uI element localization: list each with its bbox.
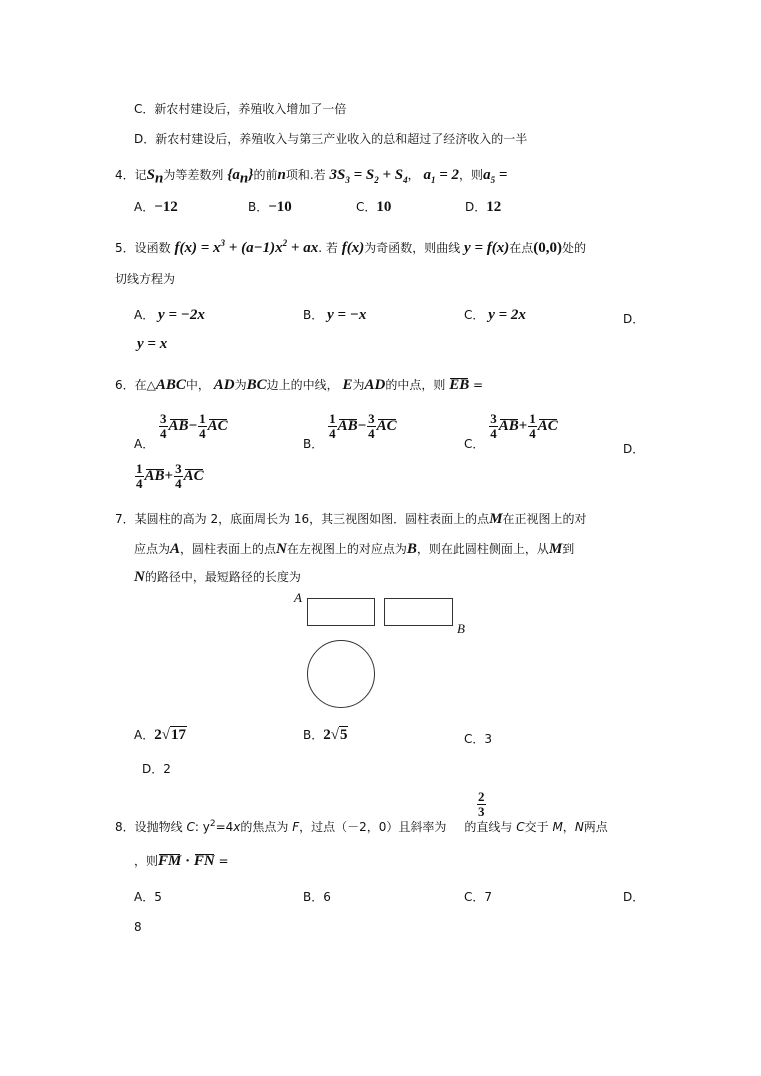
q8-option-d-value: 8 <box>134 920 142 934</box>
q5-option-a: A． y = −2x <box>134 307 205 323</box>
q5-option-d-label: D． <box>623 312 645 326</box>
q6-option-c: C． $\frac{3}{4}$ AB+ $\frac{1}{4}$ AC <box>464 411 558 451</box>
q8-option-b: B．6 <box>303 890 331 904</box>
q7-stem-line2: 应点为A，圆柱表面上的点N在左视图上的对应点为B，则在此圆柱侧面上，从M到 <box>134 541 575 557</box>
q4-option-c: C．10 <box>356 199 392 215</box>
figure-label-a: A <box>294 590 302 605</box>
q7-option-c: C．3 <box>464 732 493 746</box>
q6-option-d-label: D． <box>623 442 645 456</box>
q3-option-d: D．新农村建设后，养殖收入与第三产业收入的总和超过了经济收入的一半 <box>134 132 528 146</box>
q4-option-b: B．−10 <box>248 199 292 215</box>
q7-stem: 7．某圆柱的高为 2，底面周长为 16，其三视图如图．圆柱表面上的点M在正视图上的对 <box>115 511 587 527</box>
q7-option-d: D．2 <box>142 762 171 776</box>
q6-option-a: A． $\frac{3}{4}$ AB− $\frac{1}{4}$ AC <box>134 411 228 451</box>
top-view-circle <box>307 640 375 708</box>
q4-option-a: A．−12 <box>134 199 178 215</box>
q6-stem: 6．在△ABC中， AD为BC边上的中线， E为AD的中点，则 EB = <box>115 377 484 393</box>
q5-option-b: B． y = −x <box>303 307 367 323</box>
q8-option-d-label: D． <box>623 890 645 904</box>
side-view-rectangle <box>384 598 453 626</box>
slope-fraction: $\frac{2}{3}$ <box>478 789 485 819</box>
q3-option-c: C．新农村建设后，养殖收入增加了一倍 <box>134 102 347 116</box>
q5-stem-line2: 切线方程为 <box>115 272 176 286</box>
q8-option-a: A．5 <box>134 890 162 904</box>
figure-label-b: B <box>457 621 465 636</box>
q8-option-c: C．7 <box>464 890 493 904</box>
q7-option-b: B．2√5 <box>303 727 348 743</box>
q5-option-d-value: y = x <box>137 336 168 352</box>
q5-stem: 5．设函数 $f(x) = x^3 + (a-1)x^2$ + ax. 若 f(x)为奇函数，则曲线 y = f(x)在点(0,0)处的 <box>115 238 587 256</box>
q6-option-d-value: $\frac{1}{4}$ AB+ $\frac{3}{4}$ AC <box>136 461 204 491</box>
q8-stem-line2: ，则FM · FN = <box>134 853 229 869</box>
q7-stem-line3: N的路径中，最短路径的长度为 <box>134 569 301 585</box>
q4-stem: 4．记$S_n$为等差数列 $\{a_n\}$的前n项和.若 $3S_3 = S_2 + S_4$， $a_1 = 2$，则$a_5$ = <box>115 167 508 187</box>
q5-option-c: C． y = 2x <box>464 307 526 323</box>
q8-stem: 8．设抛物线 C: $y^2=4x$的焦点为 F，过点（－2，0）且斜率为 的直线与 C交于 M，N两点 <box>115 819 608 834</box>
q6-option-b: B． $\frac{1}{4}$ AB− $\frac{3}{4}$ AC <box>303 411 397 451</box>
front-view-rectangle <box>307 598 375 626</box>
q4-option-d: D．12 <box>465 199 502 215</box>
q7-option-a: A．2√17 <box>134 727 186 743</box>
